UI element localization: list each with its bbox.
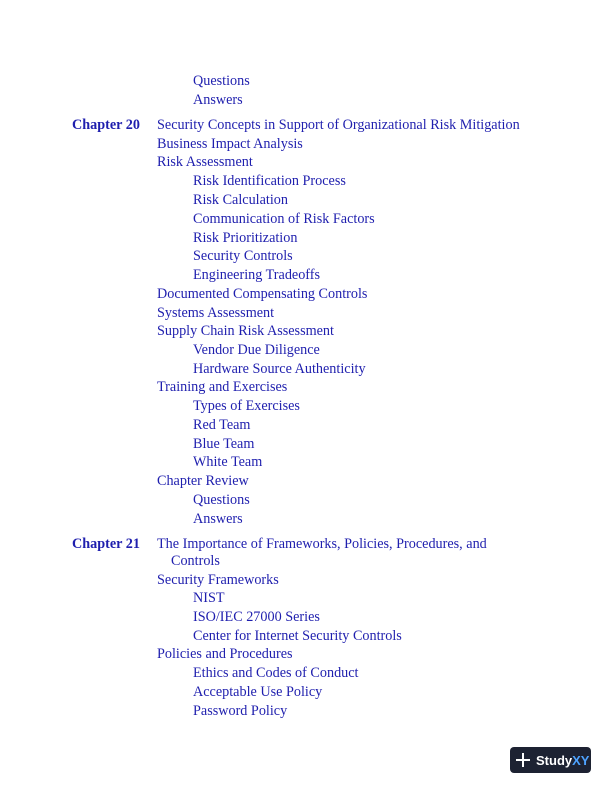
toc-entry[interactable]: Security Frameworks: [157, 572, 279, 588]
toc-entry[interactable]: Questions: [193, 73, 250, 89]
toc-entry[interactable]: ISO/IEC 27000 Series: [193, 609, 320, 625]
chapter-title[interactable]: Security Concepts in Support of Organizational Risk Mitigation: [157, 117, 520, 133]
chapter-number[interactable]: Chapter 21: [72, 536, 140, 552]
toc-entry[interactable]: Ethics and Codes of Conduct: [193, 665, 359, 681]
watermark-study: Study: [536, 752, 573, 768]
toc-entry[interactable]: Engineering Tradeoffs: [193, 267, 321, 283]
toc-entry[interactable]: Policies and Procedures: [157, 646, 293, 662]
toc-entry[interactable]: Security Controls: [193, 248, 293, 264]
toc-entry[interactable]: Training and Exercises: [157, 379, 288, 395]
toc-entry[interactable]: Password Policy: [193, 703, 288, 719]
toc-entry[interactable]: Center for Internet Security Controls: [193, 628, 402, 644]
toc-entry[interactable]: Chapter Review: [157, 473, 249, 489]
toc-entry[interactable]: Documented Compensating Controls: [157, 286, 368, 302]
toc-entry[interactable]: Risk Calculation: [193, 192, 288, 208]
toc-entry[interactable]: Supply Chain Risk Assessment: [157, 323, 334, 339]
studyxy-watermark: [510, 747, 591, 773]
toc-entry[interactable]: Systems Assessment: [157, 305, 275, 321]
toc-entry[interactable]: Risk Prioritization: [193, 230, 298, 246]
toc-entry[interactable]: White Team: [193, 454, 263, 470]
toc-entry[interactable]: Risk Identification Process: [193, 173, 346, 189]
chapter-title[interactable]: The Importance of Frameworks, Policies, Procedures, and: [157, 536, 487, 552]
chapter-number[interactable]: Chapter 20: [72, 117, 140, 133]
toc-entry[interactable]: Vendor Due Diligence: [193, 342, 320, 358]
toc-entry[interactable]: Answers: [193, 92, 243, 108]
chapter-title-continued[interactable]: Controls: [171, 553, 220, 569]
toc-entry[interactable]: Hardware Source Authenticity: [193, 361, 366, 377]
toc-entry[interactable]: Answers: [193, 511, 243, 527]
plus-icon: [516, 753, 530, 767]
toc-entry[interactable]: Risk Assessment: [157, 154, 253, 170]
toc-entry[interactable]: Blue Team: [193, 436, 255, 452]
toc-entry[interactable]: Communication of Risk Factors: [193, 211, 375, 227]
toc-entry[interactable]: Red Team: [193, 417, 251, 433]
toc-entry[interactable]: Acceptable Use Policy: [193, 684, 323, 700]
toc-entry[interactable]: Questions: [193, 492, 250, 508]
watermark-xy: XY: [572, 752, 590, 768]
toc-entry[interactable]: Types of Exercises: [193, 398, 300, 414]
toc-entry[interactable]: Business Impact Analysis: [157, 136, 303, 152]
toc-entry[interactable]: NIST: [193, 590, 225, 606]
